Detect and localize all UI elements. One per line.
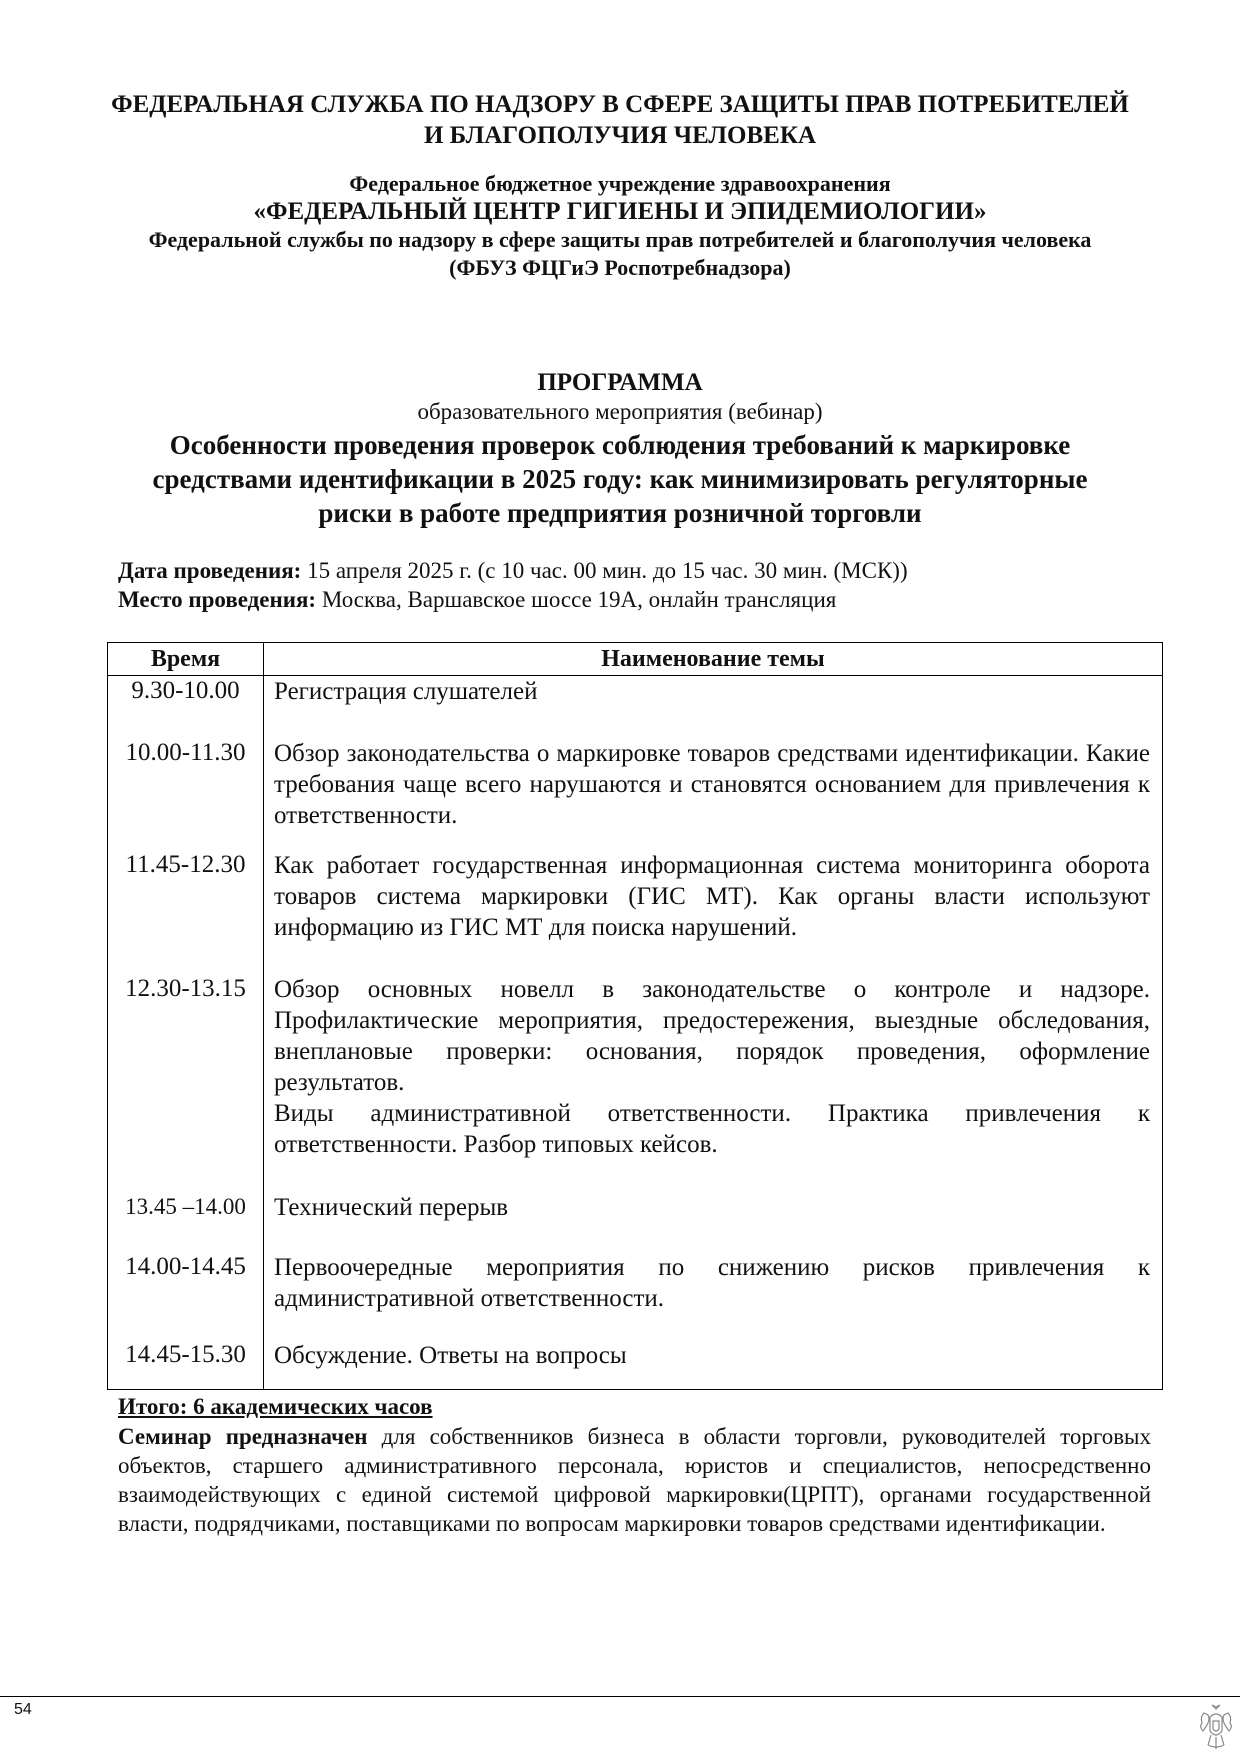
- total-hours: Итого: 6 академических часов: [118, 1394, 433, 1419]
- program-subheading: образовательного мероприятия (вебинар): [417, 399, 823, 424]
- service-line-1: ФЕДЕРАЛЬНАЯ СЛУЖБА ПО НАДЗОРУ В СФЕРЕ ЗАЩИТЫ ПРАВ ПОТРЕБИТЕЛЕЙ: [111, 91, 1129, 118]
- service-line-2: И БЛАГОПОЛУЧИЯ ЧЕЛОВЕКА: [423, 122, 817, 149]
- topic-text: Регистрация слушателей: [274, 678, 538, 705]
- page-number: 54: [14, 1701, 32, 1718]
- topic-cell: [264, 1252, 1163, 1340]
- time-cell: 10.00-11.30: [108, 738, 264, 850]
- seminar-text: для собственников бизнеса в области торговли, руководителей торговых объектов, старшего административного персонала, юристов и специалистов, непосредственно взаимодействующих с единой системой цифровой маркировки(ЦРПТ), органами государственной власти, подрядчиками, поставщиками по вопросам маркировки товаров средствами идентификации.: [118, 1424, 1152, 1536]
- time-cell: 13.45 –14.00: [108, 1192, 264, 1252]
- time-cell: 9.30-10.00: [108, 676, 264, 738]
- time-cell: 11.45-12.30: [108, 850, 264, 974]
- topic-cell: [264, 676, 1163, 738]
- table-row: [108, 974, 1163, 1192]
- seminar-description: [118, 1422, 1151, 1538]
- event-meta: [118, 556, 1158, 614]
- org-line-2: «ФЕДЕРАЛЬНЫЙ ЦЕНТР ГИГИЕНЫ И ЭПИДЕМИОЛОГИИ»: [253, 198, 987, 225]
- topic-cell: [264, 850, 1163, 974]
- table-row: [108, 676, 1163, 738]
- topic-text: Технический перерыв: [274, 1193, 509, 1221]
- program-heading: ПРОГРАММА: [537, 369, 703, 396]
- event-date-label: Дата проведения:: [118, 558, 302, 583]
- program-title-line-2: средствами идентификации в 2025 году: как минимизировать регуляторные: [152, 464, 1088, 494]
- table-row: [108, 850, 1163, 974]
- org-line-3: Федеральной службы по надзору в сфере защиты прав потребителей и благополучия человека: [148, 227, 1092, 252]
- org-line-4: (ФБУЗ ФЦГиЭ Роспотребнадзора): [449, 255, 791, 280]
- topic-text: Первоочередные мероприятия по снижению рисков привлечения к административной ответственности.: [274, 1253, 1150, 1312]
- topic-text: Виды административной ответственности. Практика привлечения к ответственности. Разбор типовых кейсов.: [274, 1099, 1150, 1158]
- event-place: [118, 585, 1158, 614]
- topic-text: Обсуждение. Ответы на вопросы: [274, 1341, 627, 1369]
- program-title: [100, 428, 1140, 530]
- time-column-header: Время: [108, 643, 264, 676]
- table-row: [108, 1340, 1163, 1390]
- topic-text: Как работает государственная информационная система мониторинга оборота товаров система маркировки (ГИС МТ). Как органы власти используют информацию из ГИС МТ для поиска нарушений.: [274, 851, 1150, 941]
- org-line-1: Федеральное бюджетное учреждение здравоохранения: [349, 171, 891, 196]
- event-date: [118, 556, 1158, 585]
- event-place-label: Место проведения:: [118, 587, 317, 612]
- table-row: [108, 1252, 1163, 1340]
- topic-cell: [264, 1340, 1163, 1390]
- time-cell: 14.00-14.45: [108, 1252, 264, 1340]
- topic-text: Обзор основных новелл в законодательстве о контроле и надзоре. Профилактические мероприятия, предостережения, выездные обследования, внеплановые проверки: основания, порядок проведения, оформление результатов.: [274, 975, 1150, 1096]
- program-title-line-1: Особенности проведения проверок соблюдения требований к маркировке: [169, 430, 1071, 460]
- coat-of-arms-icon: [1196, 1703, 1236, 1751]
- program-title-line-3: риски в работе предприятия розничной торговли: [318, 498, 922, 528]
- topic-cell: [264, 974, 1163, 1192]
- footer-divider: [0, 1696, 1240, 1697]
- topic-cell: [264, 738, 1163, 850]
- organization-header: [60, 170, 1180, 282]
- seminar-lead: Семинар предназначен: [118, 1424, 368, 1449]
- event-place-value: Москва, Варшавское шоссе 19А, онлайн трансляция: [316, 587, 837, 612]
- schedule-table: [107, 642, 1163, 1390]
- table-row: [108, 738, 1163, 850]
- event-date-value: 15 апреля 2025 г. (с 10 час. 00 мин. до 15 час. 30 мин. (МСК)): [301, 558, 908, 583]
- topic-column-header: Наименование темы: [264, 643, 1163, 676]
- schedule-header-row: [108, 643, 1163, 676]
- table-row: [108, 1192, 1163, 1252]
- topic-text: Обзор законодательства о маркировке товаров средствами идентификации. Какие требования чаще всего нарушаются и становятся основанием для привлечения к ответственности.: [274, 739, 1150, 829]
- time-cell: 14.45-15.30: [108, 1340, 264, 1390]
- topic-cell: [264, 1192, 1163, 1252]
- service-header: [100, 89, 1140, 151]
- time-cell: 12.30-13.15: [108, 974, 264, 1192]
